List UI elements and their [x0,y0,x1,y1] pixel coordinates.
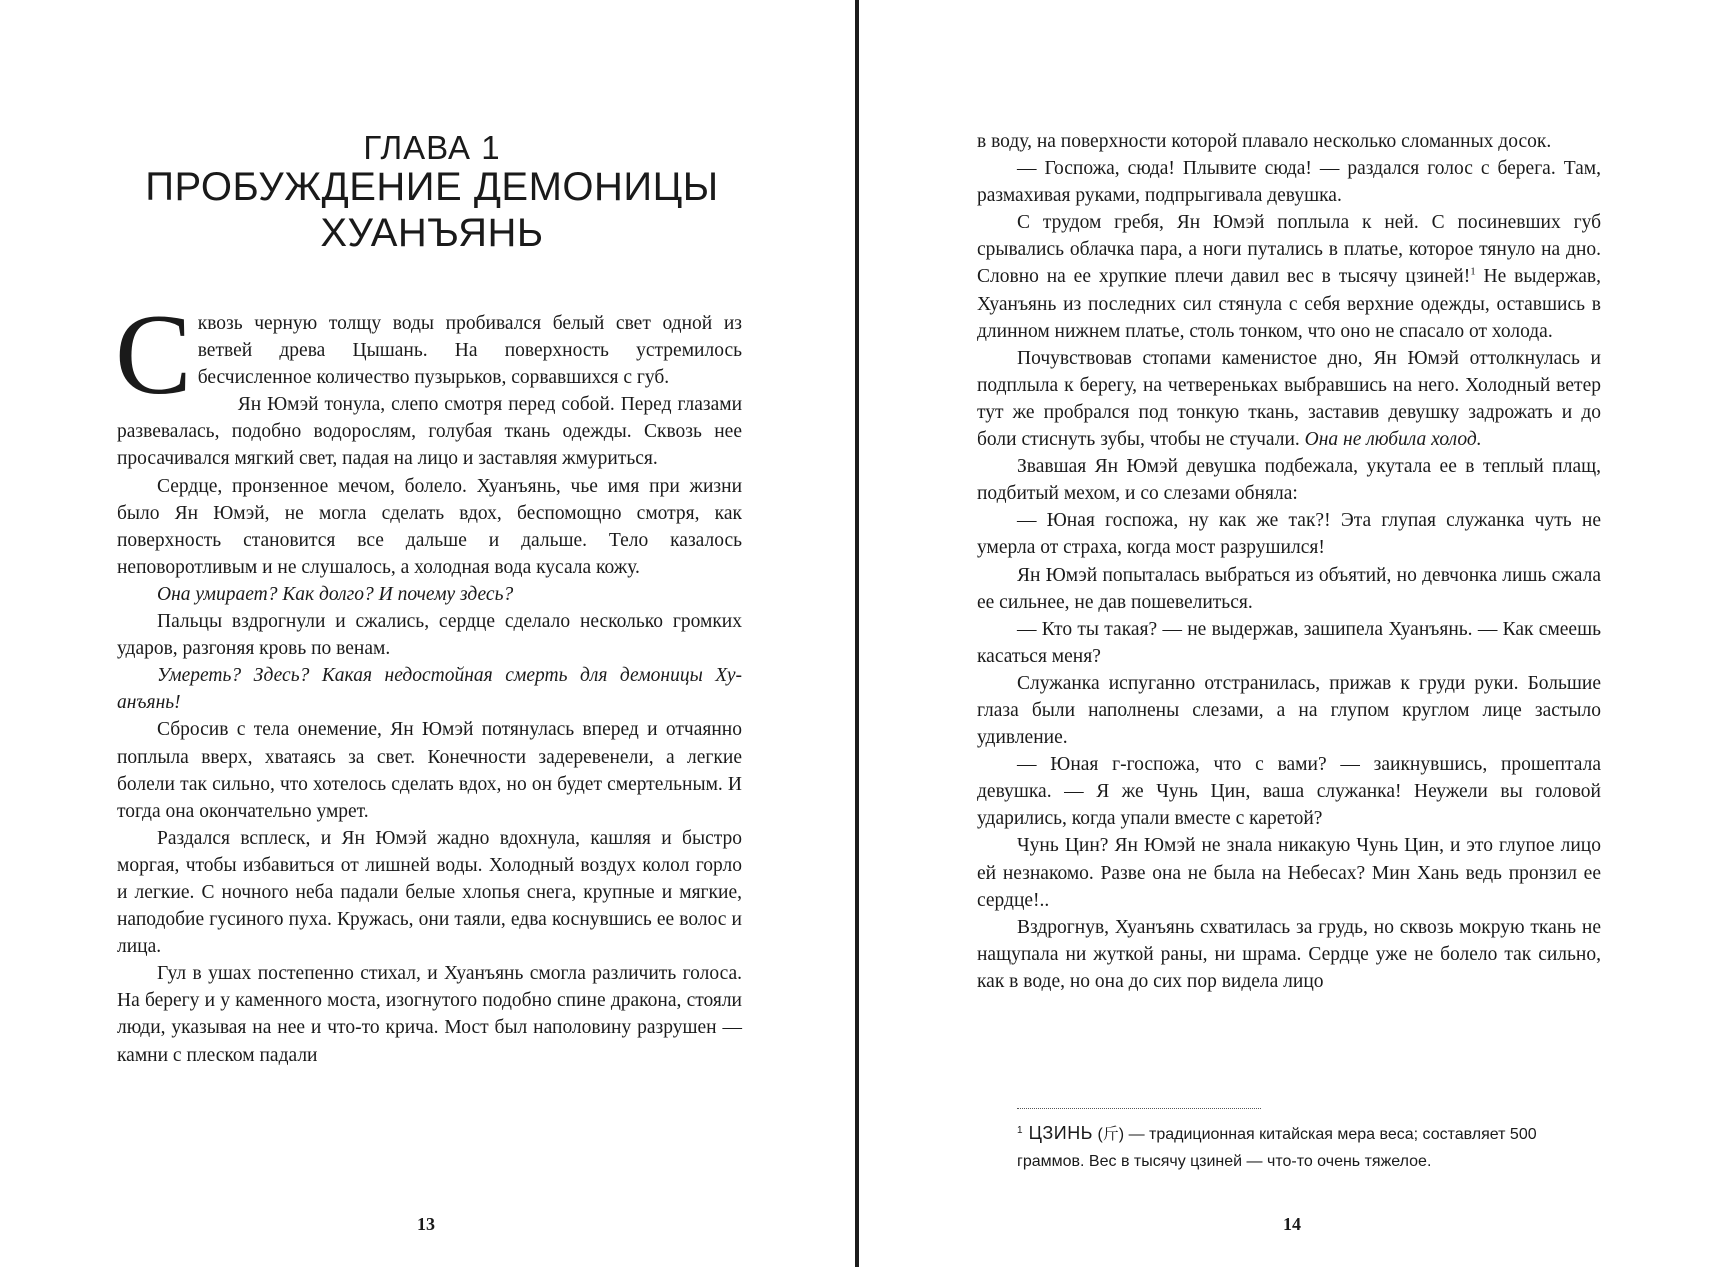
paragraph: Ян Юмэй тонула, слепо смотря перед собой. Перед глазами развевалась, подобно водорослям, голубая ткань одежды. Сквозь нее просачивался мягкий свет, падая на лицо и заставляя жмуриться. [117,394,742,470]
italic-paragraph [117,581,742,608]
paragraph-text: Почувствовав стопами каменистое дно, Ян Юмэй оттолкнулась и подплыла к берегу, на четвереньках выбравшись на него. Холодный ветер тут же пробрался под тонкую ткань, заставив девушку задрожать и до боли стиснуть зубы, чтобы не стучали. [977,347,1601,451]
paragraph: — Юная г-госпожа, что с вами? — заикнувшись, прошептала девушка. — Я же Чунь Цин, ваша служанка! Неужели вы головой ударились, когда упали вместе с каретой? [977,754,1601,830]
footnote [1017,1120,1602,1175]
paragraph: — Кто ты такая? — не выдержав, зашипела Хуанъянь. — Как смеешь касаться меня? [977,618,1601,667]
paragraph: в воду, на поверхности которой плавало несколько сломанных досок. [977,131,1552,152]
paragraph: Сбросив с тела онемение, Ян Юмэй потянулась вперед и отчаянно поплыла вверх, хватаясь за свет. Конечности задеревенели, а легкие болели так сильно, что хотелось сделать вдох, но он будет смертельным. И тогда она окончательно умрет. [117,719,742,822]
paragraph: Сердце, пронзенное мечом, болело. Хуанъянь, чье имя при жизни было Ян Юмэй, не могла сделать вдох, беспомощно смотря, как поверхность становится все дальше и дальше. Тело казалось неповоротливым и не слушалось, а холодная вода кусала кожу. [117,475,742,578]
footnote-hanzi: (斤) [1097,1126,1125,1143]
chapter-number: ГЛАВА 1 [363,129,501,166]
chapter-title [117,164,747,256]
page-number-right: 14 [1283,1214,1301,1234]
paragraph: Гул в ушах постепенно стихал, и Хуанъянь смогла различить голоса. На берегу и у каменного моста, изогнутого подобно спине дракона, стояли люди, указывая на нее и что-то крича. Мост был наполовину разрушен — камни с плеском падали [117,963,742,1066]
paragraph: Ян Юмэй попыталась выбраться из объятий, но девчонка лишь сжала ее сильнее, не дав пошевелиться. [977,564,1601,613]
paragraph: Вздрогнув, Хуанъянь схватилась за грудь, но сквозь мокрую ткань не нащупала ни жуткой раны, ни шрама. Сердце уже не болело так сильно, как в воде, но она до сих пор видела лицо [977,916,1601,992]
page-number-left: 13 [417,1214,435,1234]
chapter-title-line-1: ПРОБУЖДЕНИЕ ДЕМОНИЦЫ [145,165,719,209]
paragraph-text: квозь черную толщу воды пробивался белый свет одной из ветвей древа Цышань. На поверхность устремилось бесчисленное количество пузырьков, сорвавшихся с губ. [197,313,742,389]
italic-text: Умереть? Здесь? Какая недостойная смерть для демоницы Хуанъянь! [117,665,742,714]
paragraph: Пальцы вздрогнули и сжались, сердце сделало несколько громких ударов, разгоняя кровь по венам. [117,611,742,660]
footnote-mark: 1 [1017,1124,1023,1136]
italic-text: Она умирает? Как долго? И почему здесь? [157,583,514,605]
drop-cap: С [115,291,192,418]
paragraph: — Юная госпожа, ну как же так?! Эта глупая служанка чуть не умерла от страха, когда мост разрушился! [977,510,1601,559]
paragraph: Чунь Цин? Ян Юмэй не знала никакую Чунь Цин, и это глупое лицо ей незнакомо. Разве она не была на Небесах? Мин Хань ведь пронзил ее сердце!.. [977,835,1601,911]
book-spine-divider [855,0,859,1267]
footnote-divider [1017,1108,1261,1109]
italic-text: Она не любила холод. [1304,429,1482,451]
paragraph-text: С трудом гребя, Ян Юмэй поплыла к ней. С посиневших губ срывались облачка пара, а ноги путались в платье, которое тянуло на дно. Словно на ее хрупкие плечи давил вес в тысячу цзиней! [977,212,1601,288]
paragraph: Служанка испуганно отстранилась, прижав к груди руки. Большие глаза были наполнены слезами, а на глупом круглом лице застыло удивление. [977,672,1601,749]
right-page-body [977,128,1601,995]
left-page-body [115,291,742,1069]
footnote-term: ЦЗИНЬ [1028,1123,1093,1143]
chapter-title-line-2: ХУАНЪЯНЬ [320,211,544,255]
paragraph [115,291,742,418]
paragraph [977,209,1601,344]
footnote-text: — традиционная китайская мера веса; составляет 500 граммов. Вес в тысячу цзиней — что-то очень тяжелое. [1017,1126,1537,1170]
paragraph-text: Не выдержав, Хуанъянь из последних сил стянула с себя верхние одежды, оставшись в длинном нижнем платье, столь тонком, что оно не спасало от холода. [977,266,1601,342]
paragraph: — Госпожа, сюда! Плывите сюда! — раздался голос с берега. Там, размахивая руками, подпрыгивала девушка. [977,158,1601,207]
paragraph: Звавшая Ян Юмэй девушка подбежала, укутала ее в теплый плащ, подбитый мехом, и со слезами обняла: [977,456,1601,505]
italic-paragraph [117,662,742,716]
footnote-reference[interactable]: 1 [1470,265,1476,278]
paragraph [977,345,1601,453]
paragraph: Раздался всплеск, и Ян Юмэй жадно вдохнула, кашляя и быстро моргая, чтобы избавиться от лишней воды. Холодный воздух колол горло и легкие. С ночного неба падали белые хлопья снега, крупные и мягкие, наподобие гусиного пуха. Кружась, они таяли, едва коснувшись ее волос и лица. [117,827,742,958]
